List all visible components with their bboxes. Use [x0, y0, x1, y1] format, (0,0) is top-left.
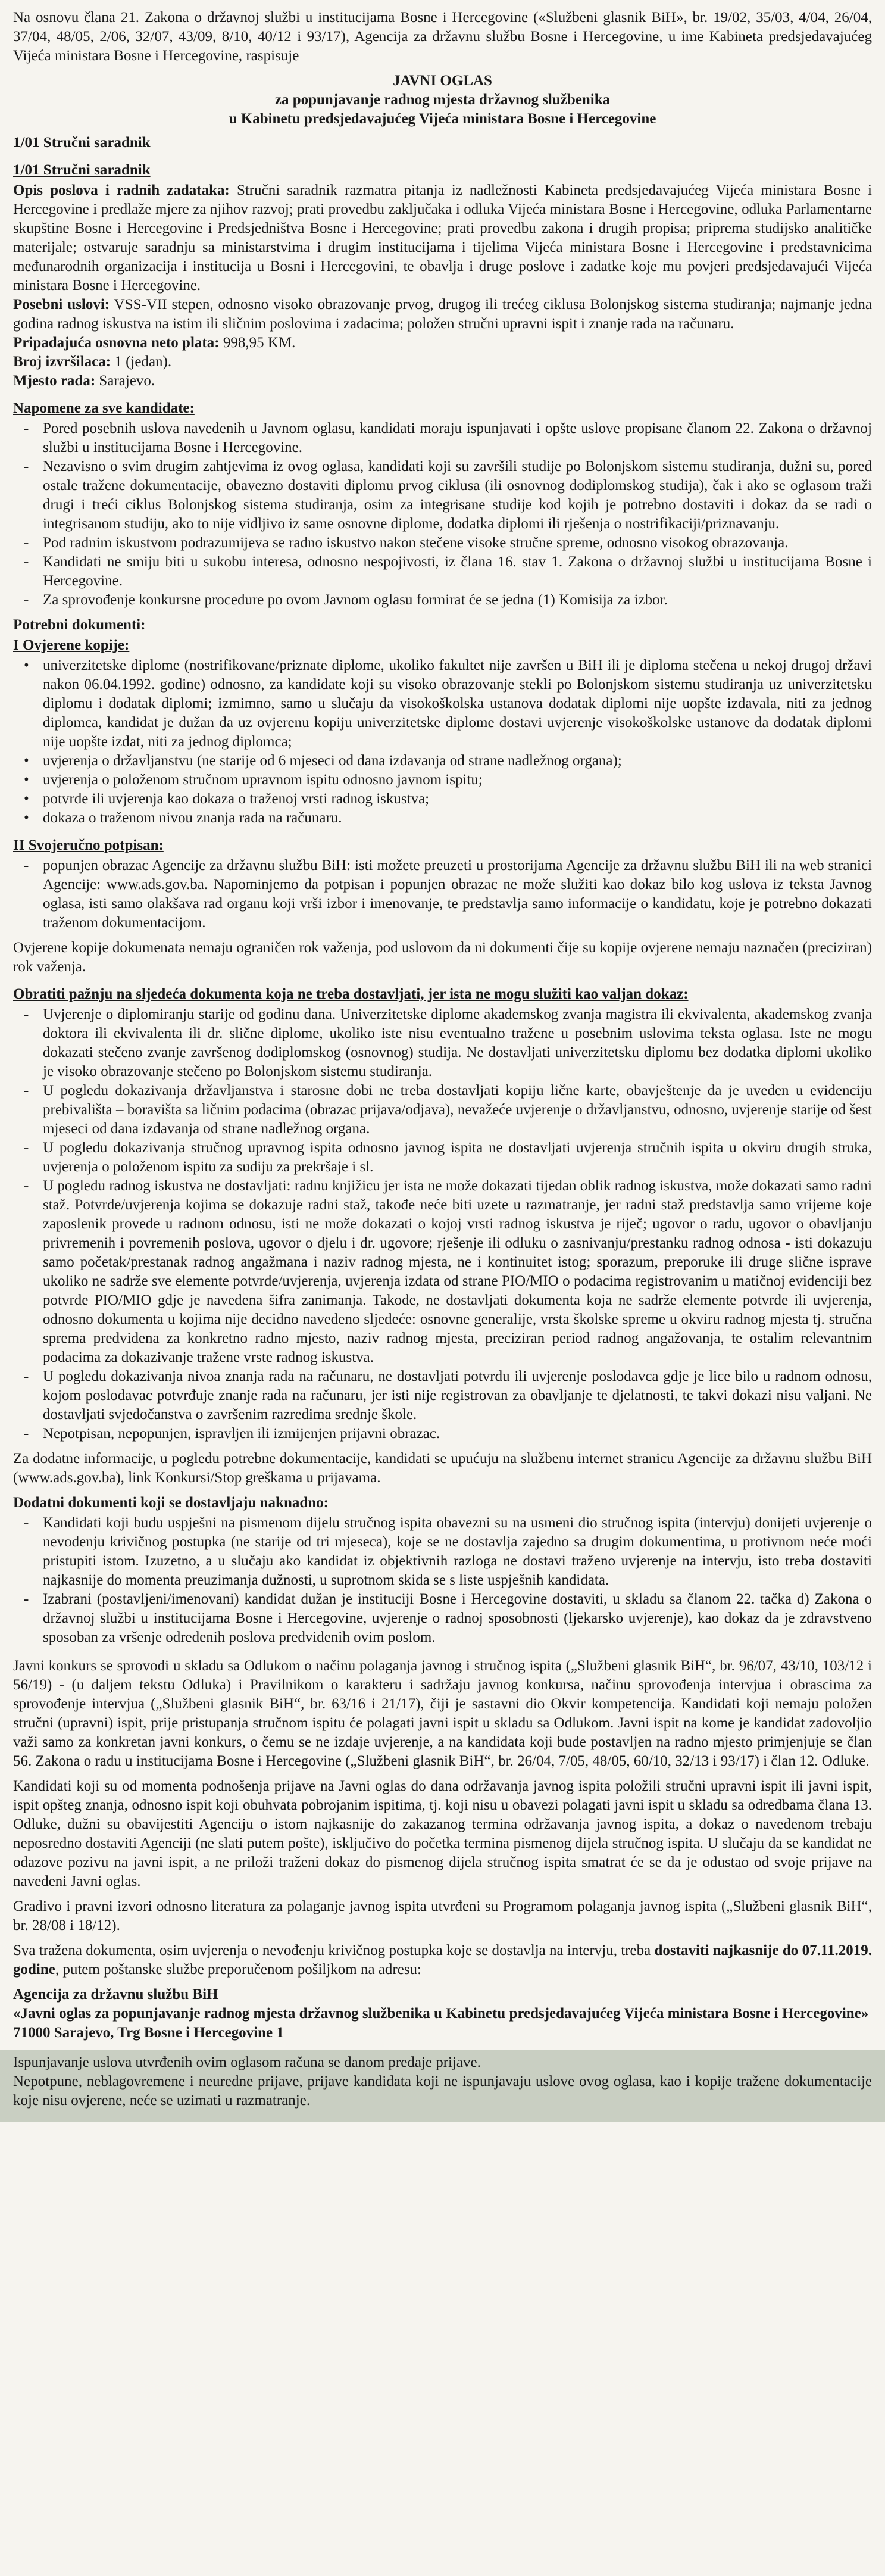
announcement-subtitle-1: za popunjavanje radnog mjesta državnog službenika — [274, 92, 611, 108]
notes-list — [13, 419, 872, 610]
notes-heading: Napomene za sve kandidate: — [13, 400, 195, 416]
list-item: • dokaza o traženom nivou znanja rada na računaru. — [13, 809, 872, 828]
deadline-text-a: Sva tražena dokumenta, osim uvjerenja o nevođenju krivičnog postupka koje se dostavlja na intervju, treba — [13, 1942, 655, 1958]
address-line-3: 71000 Sarajevo, Trg Bosne i Hercegovine 1 — [13, 2025, 284, 2041]
section-code: 1/01 Stručni saradnik — [13, 135, 151, 151]
address-line-1: Agencija za državnu službu BiH — [13, 1986, 218, 2003]
list-item: - U pogledu dokazivanja stručnog upravnog ispita odnosno javnog ispita ne dostavljati uvjerenja stručnih ispita u okviru drugih struka, uvjerenja o položenom ispitu za sudiju za prekršaje i sl. — [13, 1139, 872, 1177]
list-item: - Uvjerenje o diplomiranju starije od godinu dana. Univerzitetske diplome akademskog zvanja magistra ili ekvivalenta, akademskog zvanja doktora ili ekvivalenta ili dr. slične diplome, ukoliko iste nisu eventualno tražene u posebnim uslovima teksta oglasa. Iste ne mogu dokazati stečeno zvanje završenog dodiplomskog (osnovnog) studija. Ne dostavljati univerzitetsku diplomu bez dodatka diplomi ukoliko je visoko obrazovanje stečeno po Bolonjskom sistemu studiranja. — [13, 1005, 872, 1081]
exam-paragraph: Javni konkurs se sprovodi u skladu sa Odlukom o načinu polaganja javnog i stručnog ispita („Službeni glasnik BiH“, br. 96/07, 43/10, 103/12 i 56/19) - (u daljem tekstu Odluka) i Pravilnikom o karakteru i sadržaju javnog konkursa, načinu sprovođenja intervjua i obrascima za sprovođenje intervjua („Službeni glasnik BiH“, br. 63/16 i 21/17), čiji je sastavni dio Okvir kompetencija. Kandidati koji nemaju položen stručni (upravni) ispit, prije pristupanja stručnom ispitu će polagati javni ispit u skladu sa Odlukom. Javni ispit na kome je kandidat zadovoljio važi samo za konkretan javni konkurs, o čemu se ne izdaje uvjerenje, a na kandidata koji bude postavljen na radno mjesto primjenjuje se član 56. Zakona o radu u institucijama Bosne i Hercegovine („Službeni glasnik BiH“, br. 26/04, 7/05, 48/05, 60/10, 32/13 i 93/17) i član 12. Odluke. — [13, 1658, 872, 1769]
location-line — [13, 372, 872, 391]
conditions-text: VSS-VII stepen, odnosno visoko obrazovanje prvog, drugog ili trećeg ciklusa Bolonjskog sistema studiranja; najmanje jedna godina radnog iskustva na istim ili sličnim poslovima i zadacima; položen stručni upravni ispit i znanje rada na računaru. — [13, 297, 872, 332]
list-item: - popunjen obrazac Agencije za državnu službu BiH: isti možete preuzeti u prostorijama Agencije za državnu službu BiH ili na web stranici Agencije: www.ads.gov.ba. Napominjemo da potpisan i popunjen obrazac ne može služiti kao dokaz bilo kog uslova iz teksta Javnog oglasa, isti samo olakšava rad organu koji vrši izbor i imenovanje, te predstavlja samo informacije o kandidatu, koje je potrebno dokazati traženom dokumentacijom. — [13, 856, 872, 933]
salary-line — [13, 333, 872, 353]
duties-text: Stručni saradnik razmatra pitanja iz nadležnosti Kabineta predsjedavajućeg Vijeća ministara Bosne i Hercegovine i predlaže mjere za njihov razvoj; prati provedbu zaključaka i odluka Vijeća ministara Bosne i Hercegovine, odluka Parlamentarne skupštine Bosne i Hercegovine i Predsjedništva Bosne i Hercegovine; prati provedbu zakona i drugih propisa; priprema studijsko analitičke materijale; ostvaruje saradnju sa ministarstvima i drugim institucijama i tijelima Vijeća ministara Bosne i Hercegovine i predstavnicima međunarodnih organizacija i institucija u Bosni i Hercegovini, te obavlja i druge poslove i zadatke koje mu povjeri predsjedavajući Vijeća ministara Bosne i Hercegovine. — [13, 182, 872, 294]
docs-heading: Potrebni dokumenti: — [13, 617, 146, 633]
executors-value: 1 (jedan). — [111, 354, 172, 370]
announcement-title: JAVNI OGLAS — [393, 73, 492, 89]
list-item: • univerzitetske diplome (nostrifikovane/priznate diplome, ukoliko fakultet nije završen u BiH ili je diploma stečena u nekoj drugoj državi nakon 06.04.1992. godine) odnosno, za kandidate koji su visoko obrazovanje stekli po Bolonjskom sistemu studiranja uz univerzitetsku diplomu i dodatak diplomi; izmimno, samo u slučaju da visokoškolska ustanova dodatak diplomi nije uopšte izdavala, niti za jednog diplomca, kandidat je dužan da uz ovjerenu kopiju univerzitetske diplome dostavi uvjerenje visokoškolske ustanove da dodatak diplomi nije uopšte izdat, niti za jednog diplomca; — [13, 656, 872, 751]
deadline-date: dostaviti najkasnije do 07.11.2019. godine — [13, 1942, 872, 1978]
additional-heading: Dodatni dokumenti koji se dostavljaju naknadno: — [13, 1495, 329, 1511]
position-heading: 1/01 Stručni saradnik — [13, 162, 151, 178]
list-item: • uvjerenja o državljanstvu (ne starije od 6 mjeseci od dana izdavanja od strane nadležnog organa); — [13, 751, 872, 771]
footer-line-2: Nepotpune, neblagovremene i neuredne prijave, prijave kandidata koji ne ispunjavaju uslove ovog oglasa, kao i kopije tražene dokumentacije koje nisu ovjerene, neće se uzimati u razmatranje. — [13, 2073, 872, 2109]
footer-band — [0, 2050, 885, 2122]
list-item: - Kandidati koji budu uspješni na pismenom dijelu stručnog ispita obavezni su na usmeni dio stručnog ispita (intervju) donijeti uvjerenje o nevođenju krivičnog postupka (ne starije od tri mjeseca), koje se ne dostavlja zajedno sa drugim dokumentima, u protivnom neće moći pristupiti istom. Izuzetno, a u slučaju ako kandidat iz objektivnih razloga ne dostavi traženo uvjerenje na intervju, isto treba dostaviti najkasnije do momenta preuzimanja dužnosti, u suprotnom skida se s liste uspješnih kandidata. — [13, 1514, 872, 1590]
additional-list — [13, 1514, 872, 1647]
signed-list — [13, 856, 872, 933]
list-item: • uvjerenja o položenom stručnom upravnom ispitu odnosno javnom ispitu; — [13, 771, 872, 790]
attention-heading: Obratiti pažnju na sljedeća dokumenta koja ne treba dostavljati, jer ista ne mogu služiti kao valjan dokaz: — [13, 986, 689, 1002]
literature-paragraph: Gradivo i pravni izvori odnosno literatura za polaganje javnog ispita utvrđeni su Programom polaganja javnog ispita („Službeni glasnik BiH“, br. 28/08 i 18/12). — [13, 1898, 872, 1933]
list-item: - Za sprovođenje konkursne procedure po ovom Javnom oglasu formirat će se jedna (1) Komisija za izbor. — [13, 591, 872, 610]
candidates-paragraph: Kandidati koji su od momenta podnošenja prijave na Javni oglas do dana održavanja javnog ispita položili stručni upravni ispit ili javni ispit, ispit opšteg znanja, odnosno ispit koji obuhvata pobrojanim ispitima, tj. koji nisu u obavezi polagati javni ispit u skladu sa odredbama člana 13. Odluke, dužni su obavijestiti Agenciju o istom najkasnije do zakazanog termina održavanja javnog ispita, a dokaz o navedenom trebaju neposredno dostaviti Agenciji (ne slati putem pošte), isključivo do početka termina pismenog dijela stručnog ispita. U slučaju da se kandidat ne odazove pozivu na javni ispit, a ne priloži traženi dokaz do pismenog dijela stručnog ispita smatrat će se da je odustao od svoje prijave na navedeni Javni oglas. — [13, 1778, 872, 1889]
footer-line-1: Ispunjavanje uslova utvrđenih ovim oglasom računa se danom predaje prijave. — [13, 2054, 481, 2070]
salary-value: 998,95 KM. — [219, 335, 296, 351]
duties-paragraph — [13, 181, 872, 295]
executors-label: Broj izvršilaca: — [13, 354, 111, 370]
attention-list — [13, 1005, 872, 1443]
duties-label: Opis poslova i radnih zadataka: — [13, 182, 230, 198]
list-item: - Kandidati ne smiju biti u sukobu interesa, odnosno nespojivosti, iz člana 16. stav 1. Zakona o državnoj službi u institucijama Bosne i Hercegovine. — [13, 553, 872, 591]
location-value: Sarajevo. — [95, 373, 155, 389]
address-line-2: «Javni oglas za popunjavanje radnog mjesta državnog službenika u Kabinetu predsjedavajućeg Vijeća ministara Bosne i Hercegovine» — [13, 2006, 869, 2022]
certified-list — [13, 656, 872, 828]
list-item: - Nepotpisan, nepopunjen, ispravljen ili izmijenjen prijavni obrazac. — [13, 1424, 872, 1443]
signed-heading: II Svojeručno potpisan: — [13, 837, 164, 853]
list-item: - U pogledu dokazivanja državljanstva i starosne dobi ne treba dostavljati kopiju lične karte, obavještenje da je uveden u evidenciju prebivališta – boravišta sa ličnim podacima (obrazac prijava/odjava), nevažeće uvjerenje o državljanstvu, odnosno, uvjerenje starije od šest mjeseci od dana izdavanja od strane nadležnog organa. — [13, 1081, 872, 1139]
validity-note: Ovjerene kopije dokumenata nemaju ograničen rok važenja, pod uslovom da ni dokumenti čije su kopije ovjerene nemaju naznačen (preciziran) rok važenja. — [13, 940, 872, 975]
executors-line — [13, 353, 872, 372]
conditions-paragraph — [13, 295, 872, 333]
location-label: Mjesto rada: — [13, 373, 96, 389]
list-item: - Izabrani (postavljeni/imenovani) kandidat dužan je instituciji Bosne i Hercegovine dostaviti, u skladu sa članom 22. tačka d) Zakona o državnoj službi u institucijama Bosne i Hercegovine, uvjerenje o radnoj sposobnosti (ljekarsko uvjerenje), kao dokaz da je zdravstveno sposoban za vršenje određenih poslova predviđenih ovim poslom. — [13, 1590, 872, 1647]
list-item: - Pod radnim iskustvom podrazumijeva se radno iskustvo nakon stečene visoke stručne spreme, odnosno visokog obrazovanja. — [13, 534, 872, 553]
list-item: - Nezavisno o svim drugim zahtjevima iz ovog oglasa, kandidati koji su završili studije po Bolonjskom sistemu studiranja, dužni su, pored ostale tražene dokumentacije, obavezno dostaviti diplomu prvog ciklusa (ili osnovnog dodiplomskog studija), čak i ako se oglasom traži drugi i treći ciklus Bolonjskog sistema studiranja, osim za integrisane studije kod kojih je potrebno dostaviti i dokaz da se radi o integrisanom studiju, ako to nije vidljivo iz same osnovne diplome, dodatka diplomi ili rješenja o nostrifikaciji/priznavanju. — [13, 457, 872, 534]
list-item: - Pored posebnih uslova navedenih u Javnom oglasu, kandidati moraju ispunjavati i opšte uslove propisane članom 22. Zakona o državnoj službi u institucijama Bosne i Hercegovine. — [13, 419, 872, 457]
list-item: - U pogledu radnog iskustva ne dostavljati: radnu knjižicu jer ista ne može dokazati tijedan oblik radnog iskustva, može dokazati samo radni staž. Potvrde/uvjerenja kojima se dokazuje radni staž, takođe neće biti uzete u razmatranje, jer radni staž predstavlja samo vrijeme koje zaposlenik provede u radnom odnosu, isti ne može dokazati o kojoj vrsti radnog iskustva je riječ; ugovor o radu, ugovor o obavljanju privremenih i povremenih poslova, ugovor o djelu i dr. ugovore; rješenje ili odluku o zasnivanju/prestanku radnog odnosa - isti dokazuju samo početak/prestanak radnog angažmana i naziv radnog mjesta, ne i kontinuitet istog; sporazum, preporuke ili druge slične isprave ukoliko ne sadrže sve elemente potvrde/uvjerenja, uvjerenja izdata od strane PIO/MIO o podacima registrovanim u matičnoj evidenciji bez potvrde PIO/MIO gdje je navedena šifra zanimanja. Takođe, ne dostavljati dokumenta koja ne sadrže elemente potvrde ili uvjerenja, odnosno dokumenta u kojima nije decidno navedeno sljedeće: osnovne generalije, vrsta školske spreme u okviru radnog mjesta tj. stručna sprema predviđena za konkretno radno mjesto, naziv radnog mjesta, preciziran period radnog angažovanja, te ostalim relevantnim podacima za dokazivanje tražene vrste radnog iskustva. — [13, 1177, 872, 1367]
conditions-label: Posebni uslovi: — [13, 297, 110, 313]
deadline-paragraph — [13, 1941, 872, 1979]
info-note: Za dodatne informacije, u pogledu potrebne dokumentacije, kandidati se upućuju na službenu internet stranicu Agencije za državnu službu BiH (www.ads.gov.ba), link Konkursi/Stop greškama u prijavama. — [13, 1451, 872, 1486]
intro-paragraph: Na osnovu člana 21. Zakona o državnoj službi u institucijama Bosne i Hercegovine («Službeni glasnik BiH», br. 19/02, 35/03, 4/04, 26/04, 37/04, 48/05, 2/06, 32/07, 43/09, 8/10, 40/12 i 93/17), Agencija za državnu službu Bosne i Hercegovine, u ime Kabineta predsjedavajućeg Vijeća ministara Bosne i Hercegovine, raspisuje — [13, 10, 872, 64]
salary-label: Pripadajuća osnovna neto plata: — [13, 335, 220, 351]
deadline-text-c: , putem poštanske službe preporučenom pošiljkom na adresu: — [55, 1961, 421, 1978]
certified-heading: I Ovjerene kopije: — [13, 637, 130, 653]
list-item: - U pogledu dokazivanja nivoa znanja rada na računaru, ne dostavljati potvrdu ili uvjerenje poslodavca gdje je lice bilo u radnom odnosu, kojom poslodavac potvrđuje znanje rada na računaru, jer isti nije registrovan za obavljanje te djelatnosti, te takvi dokazi nisu valjani. Ne dostavljati svjedočanstva o završenim razredima srednje škole. — [13, 1367, 872, 1424]
list-item: • potvrde ili uvjerenja kao dokaza o traženoj vrsti radnog iskustva; — [13, 790, 872, 809]
announcement-subtitle-2: u Kabinetu predsjedavajućeg Vijeća ministara Bosne i Hercegovine — [229, 111, 656, 127]
